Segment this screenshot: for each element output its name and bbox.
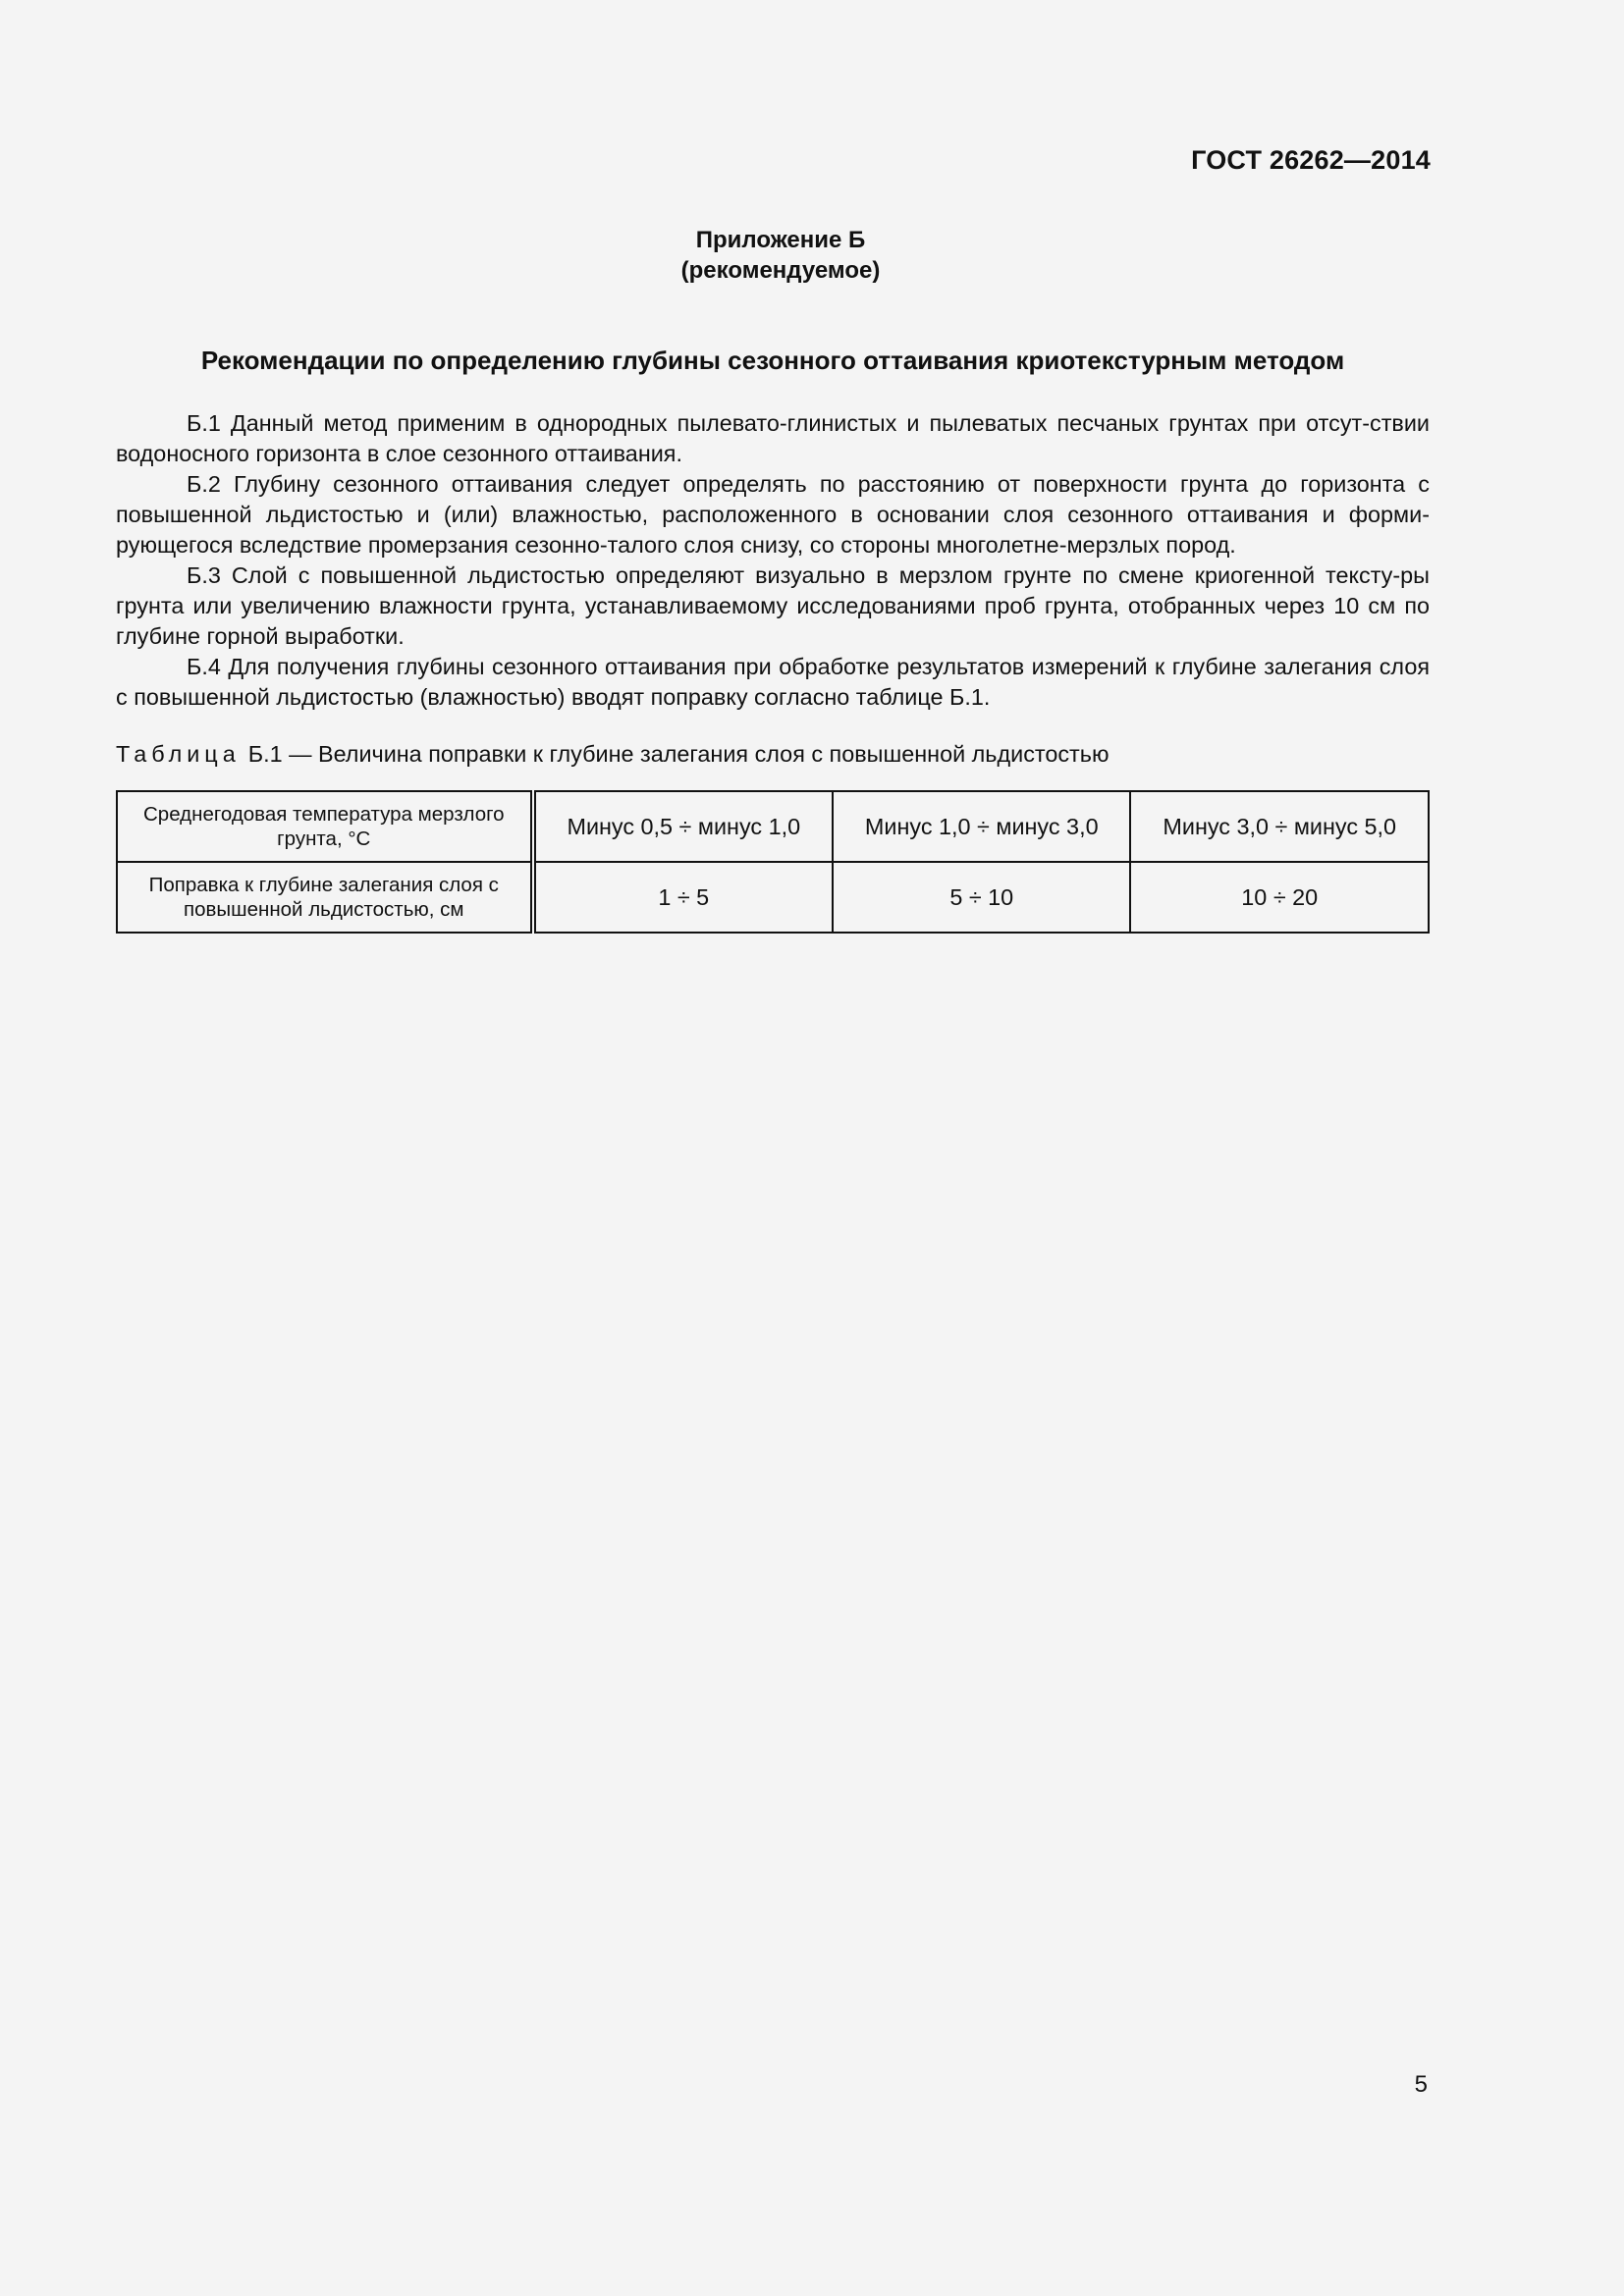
table-header-row [117, 791, 1429, 862]
table-row-label: Среднегодовая температура мерзлого грунта, °С [117, 791, 533, 862]
table-row-label: Поправка к глубине залегания слоя с повышенной льдистостью, см [117, 862, 533, 933]
section-heading: Рекомендации по определению глубины сезонного оттаивания криотекстурным методом [200, 346, 1345, 375]
table-caption-text: Б.1 — Величина поправки к глубине залегания слоя с повышенной льдистостью [247, 741, 1110, 767]
table-data-row [117, 862, 1429, 933]
appendix-title: Приложение Б [695, 227, 866, 253]
correction-table [116, 790, 1430, 934]
body-text [116, 408, 1430, 713]
table-cell: 1 ÷ 5 [533, 862, 833, 933]
page-number: 5 [1414, 2071, 1428, 2098]
paragraph-b2: Б.2 Глубину сезонного оттаивания следует определять по расстоянию от поверхности грунта до горизонта с повышенной льдистостью и (или) влажностью, расположенного в основании слоя сезонного оттаивания и форми-рующегося вследствие промерзания сезонно-талого слоя снизу, со стороны многолетне-мерзлых пород. [116, 471, 1430, 558]
paragraph-b4: Б.4 Для получения глубины сезонного оттаивания при обработке результатов измерений к глубине залегания слоя с повышенной льдистостью (влажностью) вводят поправку согласно таблице Б.1. [116, 654, 1430, 710]
table-caption-label: Таблица [116, 741, 241, 767]
document-code: ГОСТ 26262—2014 [1191, 145, 1431, 175]
paragraph-b1: Б.1 Данный метод применим в однородных пылевато-глинистых и пылеватых песчаных грунтах при отсут-ствии водоносного горизонта в слое сезонного оттаивания. [116, 410, 1430, 466]
table-cell: Минус 0,5 ÷ минус 1,0 [533, 791, 833, 862]
table-caption [116, 741, 1110, 768]
appendix-status: (рекомендуемое) [680, 257, 881, 284]
table-cell: 5 ÷ 10 [833, 862, 1130, 933]
table-cell: 10 ÷ 20 [1130, 862, 1429, 933]
table-cell: Минус 1,0 ÷ минус 3,0 [833, 791, 1130, 862]
paragraph-b3: Б.3 Слой с повышенной льдистостью определяют визуально в мерзлом грунте по смене криогенной тексту-ры грунта или увеличению влажности грунта, устанавливаемому исследованиями проб грунта, отобранных через 10 см по глубине горной выработки. [116, 562, 1430, 649]
table-cell: Минус 3,0 ÷ минус 5,0 [1130, 791, 1429, 862]
